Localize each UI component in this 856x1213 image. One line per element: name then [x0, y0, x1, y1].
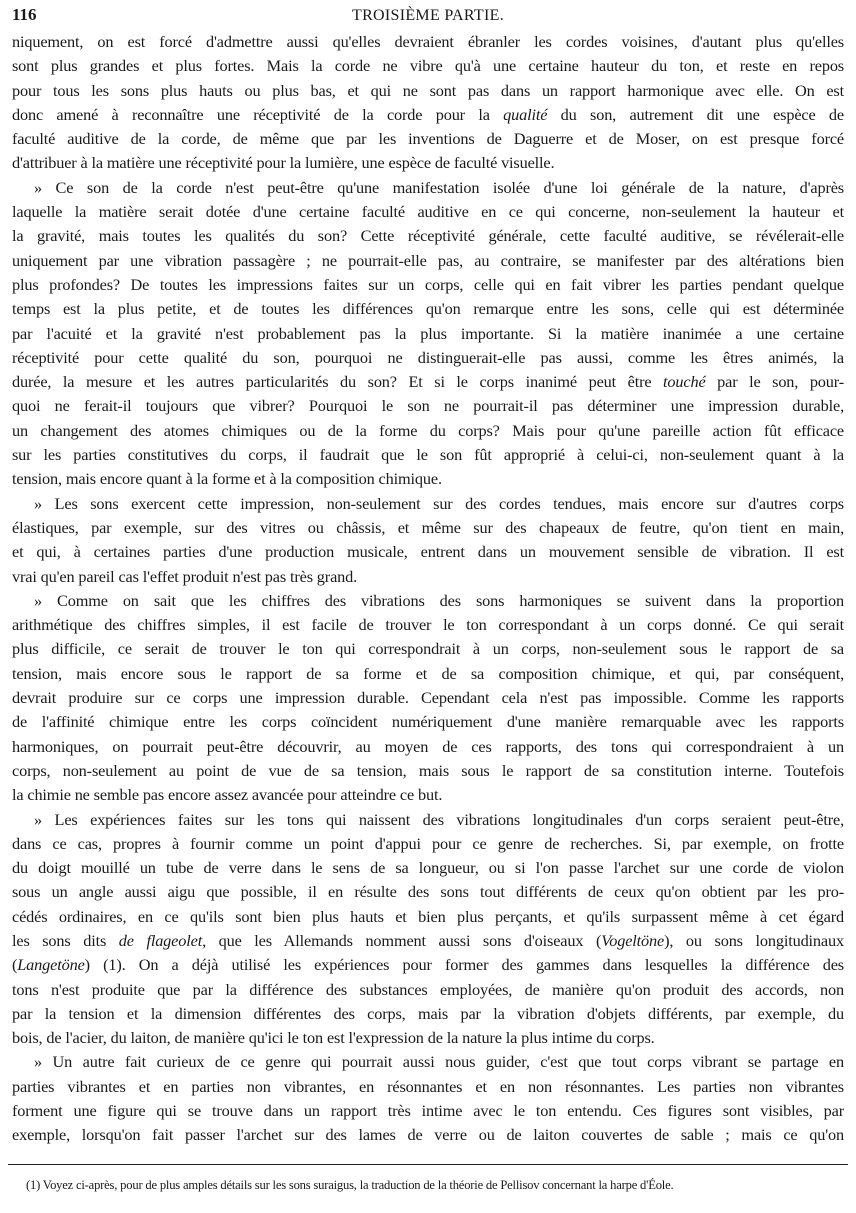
footnote: (1) Voyez ci-après, pour de plus amples détails sur les sons suraigus, la traduction de la théorie de Pellisov concernant la harpe d'Éole.: [26, 1178, 674, 1192]
text-line: arithmétique des chiffres simples, il est facile de trouver le ton correspondant à un corps donné. Ce qui serait: [12, 615, 844, 635]
text-line: et qui, à certaines parties d'une production musicale, entrent dans un mouvement sensible de vibration. Il est: [12, 542, 844, 562]
page-number: 116: [12, 5, 37, 24]
text-run: (: [12, 955, 18, 975]
body-text: [12, 30, 844, 1148]
text-line: » Les sons exercent cette impression, non-seulement sur des cordes tendues, mais encore sur d'autres corps: [34, 493, 844, 513]
text-line: réceptivité pour cette qualité du son, pourquoi ne distinguerait-elle pas aussi, comme les êtres animés, la: [12, 347, 844, 367]
text-run: du son, autrement dit une espèce de: [547, 104, 844, 124]
text-run: donc amené à reconnaître une réceptivité de la corde pour la: [12, 104, 504, 124]
text-line: devrait produire sur ce corps une impression durable. Cependant cela n'est pas impossible. Comme les rapports: [12, 688, 844, 708]
italic-term: touché: [663, 372, 706, 392]
text-line: cédés ordinaires, en ce qu'ils sont bien plus hauts et bien plus perçants, et qu'ils surpassent même à cet égard: [12, 906, 844, 926]
text-line: élastiques, par exemple, sur des vitres ou châssis, et même sur des chapeaux de feutre, qu'on tient en main,: [12, 517, 844, 537]
text-line: bois, de l'acier, du laiton, de manière qu'ici le ton est l'expression de la nature la plus intime du corps.: [12, 1028, 655, 1048]
text-line: un changement des atomes chimiques ou de la forme du corps? Mais pour qu'une pareille action fût efficace: [12, 420, 844, 440]
text-line: par la tension et la dimension différentes des corps, mais par la vibration d'objets différents, par exemple, du: [12, 1003, 844, 1023]
text-line: sont plus grandes et plus fortes. Mais la corde ne vibre qu'à une certaine hauteur du ton, et reste en repos: [12, 56, 844, 76]
text-line: quoi ne ferait-il toujours que vibrer? Pourquoi le son ne pourrait-il pas déterminer une impression durable,: [12, 396, 844, 416]
italic-term: Langetöne: [17, 955, 85, 975]
text-line: » Ce son de la corde n'est peut-être qu'une manifestation isolée d'une loi générale de la nature, d'après: [34, 177, 844, 197]
italic-term: de flageolet: [118, 930, 203, 950]
text-line: plus difficile, ce serait de trouver le ton qui correspondrait à un corps, non-seulement sous le rapport de sa: [12, 639, 844, 659]
text-line: plus profondes? De toutes les impressions faites sur un corps, celle qui en fait vibrer les parties pendant quelque: [12, 274, 844, 294]
text-run: les sons dits: [12, 930, 119, 950]
text-line: [12, 953, 844, 977]
text-line: faculté auditive de la corde, de même que par les inventions de Daguerre et de Moser, on est presque forcé: [12, 129, 844, 149]
text-run: ) (1). On a déjà utilisé les expériences pour former des gammes dans lesquelles la différence des: [84, 955, 844, 975]
text-line: forment une figure qui se trouve dans un rapport très intime avec le ton entendu. Ces figures sont visibles, par: [12, 1101, 844, 1121]
text-run: ), ou sons longitudinaux: [664, 930, 844, 950]
text-line: » Un autre fait curieux de ce genre qui pourrait aussi nous guider, c'est que tout corps vibrant se partage en: [34, 1052, 844, 1072]
text-line: [12, 929, 844, 953]
text-run: , que les Allemands nomment aussi sons d'oiseaux (: [202, 930, 602, 950]
text-line: tons n'est produite que par la différence des substances employées, de manière qu'on produit des accords, non: [12, 979, 844, 999]
text-line: corps, non-seulement au point de vue de sa tension, mais sous le rapport de sa constitution interne. Toutefois: [12, 760, 844, 780]
text-line: de l'affinité chimique entre les corps coïncident numériquement d'une manière remarquable avec les rapports: [12, 712, 844, 732]
text-line: exemple, lorsqu'on fait passer l'archet sur des lames de verre ou de laiton couvertes de sable ; mais ce qu'on: [12, 1125, 844, 1145]
text-line: laquelle la matière serait dotée d'une certaine faculté auditive en ce qui concerne, non-seulement la hauteur et: [12, 202, 844, 222]
italic-term: Vogeltöne: [601, 930, 665, 950]
text-line: d'attribuer à la matière une réceptivité pour la lumière, une espèce de faculté visuelle.: [12, 153, 555, 173]
text-line: dans ce cas, propres à fournir comme un point d'appui pour ce genre de recherches. Si, par exemple, on frotte: [12, 833, 844, 853]
text-line: sur les parties constitutives du corps, il faudrait que le son fût approprié à celui-ci, non-seulement quant à la: [12, 445, 844, 465]
text-run: durée, la mesure et les autres particularités du son? Et si le corps inanimé peut être: [12, 372, 664, 392]
italic-term: qualité: [503, 104, 548, 124]
footnote-rule: [8, 1164, 848, 1165]
text-line: pour tous les sons plus hauts ou plus bas, et qui ne sont pas dans un rapport harmonique avec elle. On est: [12, 80, 844, 100]
text-line: uniquement par une vibration passagère ; ne pourrait-elle pas, au contraire, se manifester par des altérations bien: [12, 250, 844, 270]
text-line: tension, mais encore sous le rapport de sa forme et de sa composition chimique, et qui, par conséquent,: [12, 663, 844, 683]
text-line: sous un angle aussi aigu que possible, il en résulte des sons tout différents de ceux qu'on obtient par les pro-: [12, 882, 844, 902]
text-line: par l'acuité et la gravité n'est probablement pas la plus importante. Si la matière inanimée a une certaine: [12, 323, 844, 343]
text-run: par le son, pour-: [705, 372, 844, 392]
text-line: la chimie ne semble pas encore assez avancée pour atteindre ce but.: [12, 785, 443, 805]
text-line: la gravité, mais toutes les qualités du son? Cette réceptivité générale, cette faculté auditive, se révélerait-elle: [12, 226, 844, 246]
text-line: vrai qu'en pareil cas l'effet produit n'est pas très grand.: [12, 566, 358, 586]
text-line: » Comme on sait que les chiffres des vibrations des sons harmoniques se suivent dans la proportion: [34, 590, 844, 610]
text-line: parties vibrantes et en parties non vibrantes, en résonnantes et en non résonnantes. Les parties non vibrantes: [12, 1076, 844, 1096]
text-line: [12, 370, 844, 394]
text-line: » Les expériences faites sur les tons qui naissent des vibrations longitudinales d'un corps seraient peut-être,: [34, 809, 844, 829]
text-line: harmoniques, on pourrait peut-être découvrir, au moyen de ces rapports, des tons qui correspondraient à un: [12, 736, 844, 756]
text-line: [12, 103, 844, 127]
text-line: tension, mais encore quant à la forme et à la composition chimique.: [12, 469, 442, 489]
text-line: niquement, on est forcé d'admettre aussi qu'elles devraient ébranler les cordes voisines, d'autant plus qu'elles: [12, 32, 844, 51]
text-line: du doigt mouillé un tube de verre dans le sens de sa longueur, ou si l'on passe l'archet sur une corde de violon: [12, 858, 844, 878]
running-title: TROISIÈME PARTIE.: [352, 7, 504, 24]
text-line: temps est la plus petite, et de toutes les différences qu'on remarque entre les sons, celle qui est déterminée: [12, 299, 844, 319]
